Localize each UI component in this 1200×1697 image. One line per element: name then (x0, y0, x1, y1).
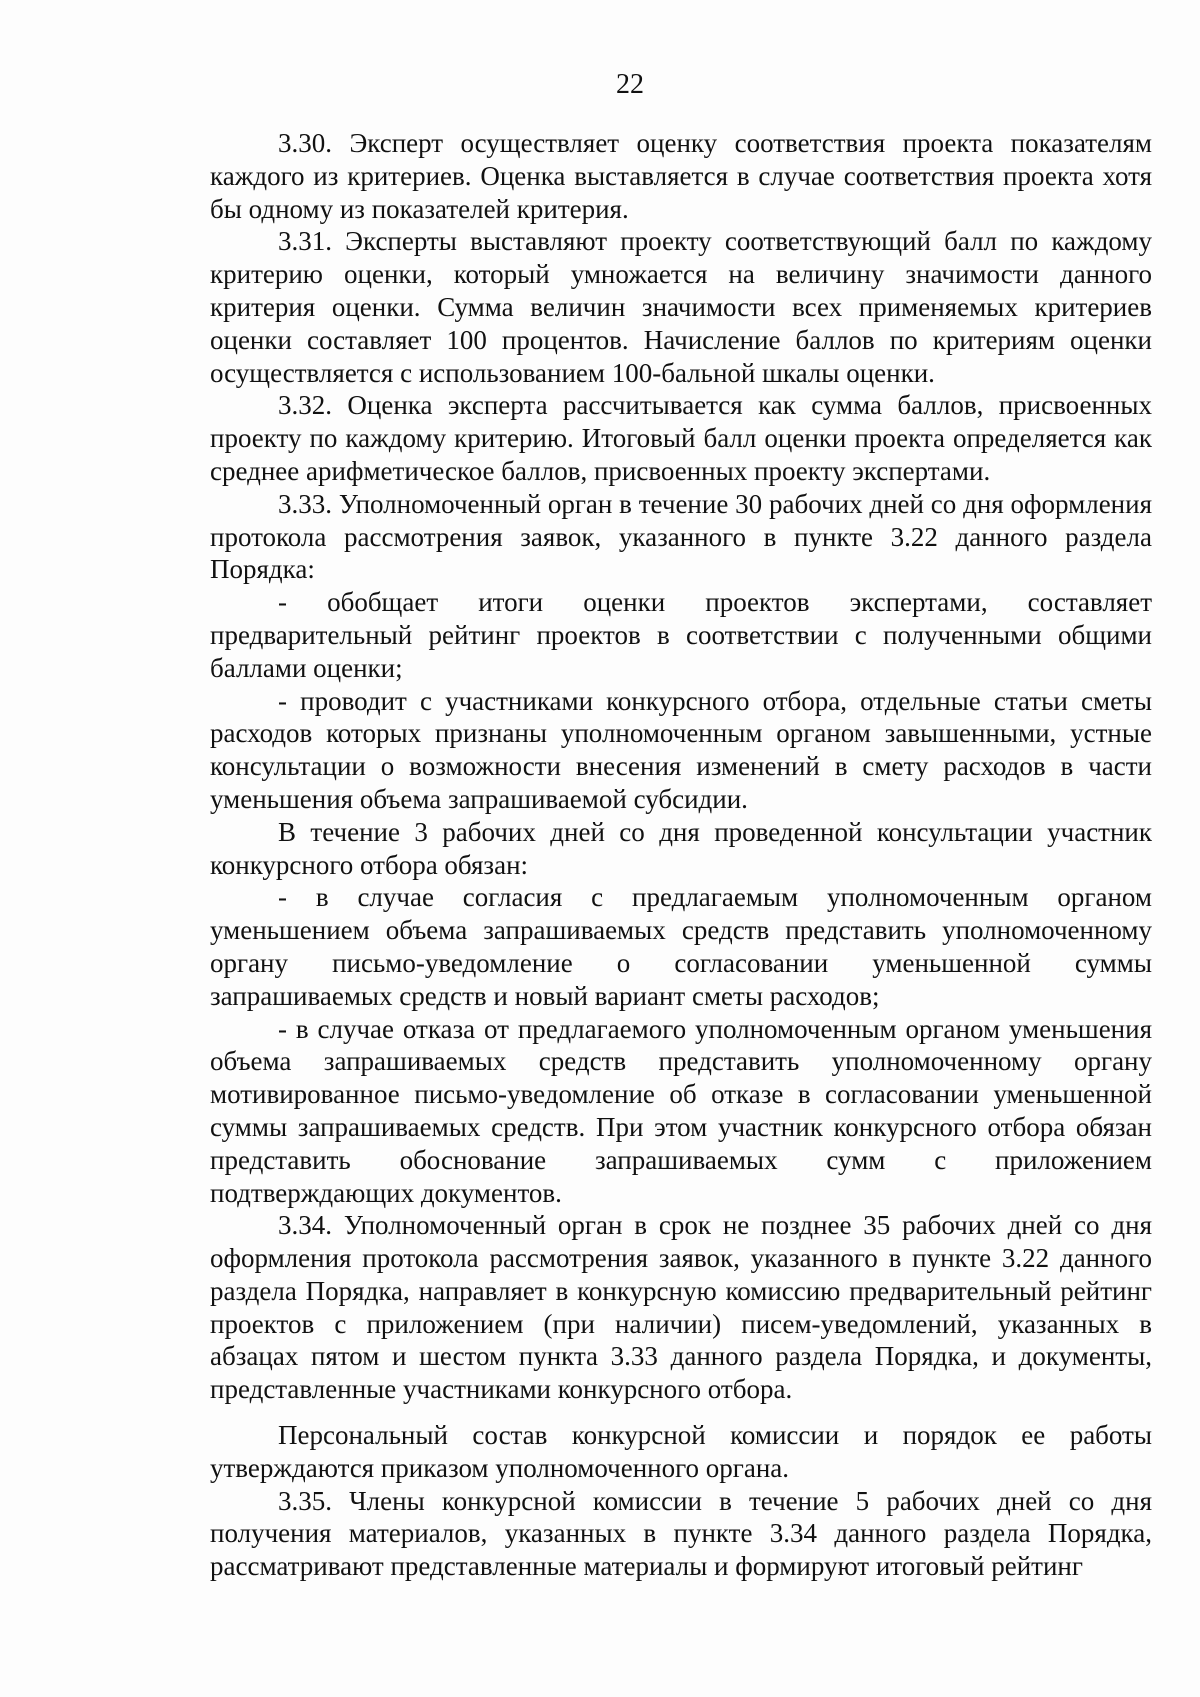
paragraph-consultation-deadline: В течение 3 рабочих дней со дня проведенной консультации участник конкурсного отбора обязан: (210, 816, 1152, 880)
page-number: 22 (616, 69, 644, 100)
paragraph-3-33-item-2: - проводит с участниками конкурсного отбора, отдельные статьи сметы расходов которых признаны уполномоченным органом завышенными, устные консультации о возможности внесения изменений в смету расходов в части уменьшения объема запрашиваемой субсидии. (210, 685, 1152, 814)
paragraph-3-33-item-1: - обобщает итоги оценки проектов экспертами, составляет предварительный рейтинг проектов в соответствии с полученными общими баллами оценки; (210, 587, 1152, 683)
paragraph-3-30: 3.30. Эксперт осуществляет оценку соответствия проекта показателям каждого из критериев. Оценка выставляется в случае соответствия проекта хотя бы одному из показателей критерия. (210, 128, 1152, 224)
paragraph-refusal-case: - в случае отказа от предлагаемого уполномоченным органом уменьшения объема запрашиваемых средств представить уполномоченному органу мотивированное письмо-уведомление об отказе в согласовании уменьшенной суммы запрашиваемых средств. При этом участник конкурсного отбора обязан представить обоснование запрашиваемых сумм с приложением подтверждающих документов. (210, 1013, 1152, 1208)
paragraph-3-34: 3.34. Уполномоченный орган в срок не позднее 35 рабочих дней со дня оформления протокола рассмотрения заявок, указанного в пункте 3.22 данного раздела Порядка, направляет в конкурсную комиссию предварительный рейтинг проектов с приложением (при наличии) писем-уведомлений, указанных в абзацах пятом и шестом пункта 3.33 данного раздела Порядка, и документы, представленные участниками конкурсного отбора. (210, 1210, 1152, 1405)
paragraph-agreement-case: - в случае согласия с предлагаемым уполномоченным органом уменьшением объема запрашиваемых средств представить уполномоченному органу письмо-уведомление о согласовании уменьшенной суммы запрашиваемых средств и новый вариант сметы расходов; (210, 882, 1152, 1011)
paragraph-3-31: 3.31. Эксперты выставляют проекту соответствующий балл по каждому критерию оценки, который умножается на величину значимости данного критерия оценки. Сумма величин значимости всех применяемых критериев оценки составляет 100 процентов. Начисление баллов по критериям оценки осуществляется с использованием 100-бальной шкалы оценки. (210, 226, 1152, 388)
paragraph-3-32: 3.32. Оценка эксперта рассчитывается как сумма баллов, присвоенных проекту по каждому критерию. Итоговый балл оценки проекта определяется как среднее арифметическое баллов, присвоенных проекту экспертами. (210, 390, 1152, 486)
document-body (210, 127, 1152, 1583)
paragraph-commission-composition: Персональный состав конкурсной комиссии и порядок ее работы утверждаются приказом уполномоченного органа. (210, 1420, 1152, 1483)
paragraph-3-35: 3.35. Члены конкурсной комиссии в течение 5 рабочих дней со дня получения материалов, указанных в пункте 3.34 данного раздела Порядка, рассматривают представленные материалы и формируют итоговый рейтинг (210, 1485, 1152, 1582)
paragraph-3-33: 3.33. Уполномоченный орган в течение 30 рабочих дней со дня оформления протокола рассмотрения заявок, указанного в пункте 3.22 данного раздела Порядка: (210, 488, 1152, 585)
